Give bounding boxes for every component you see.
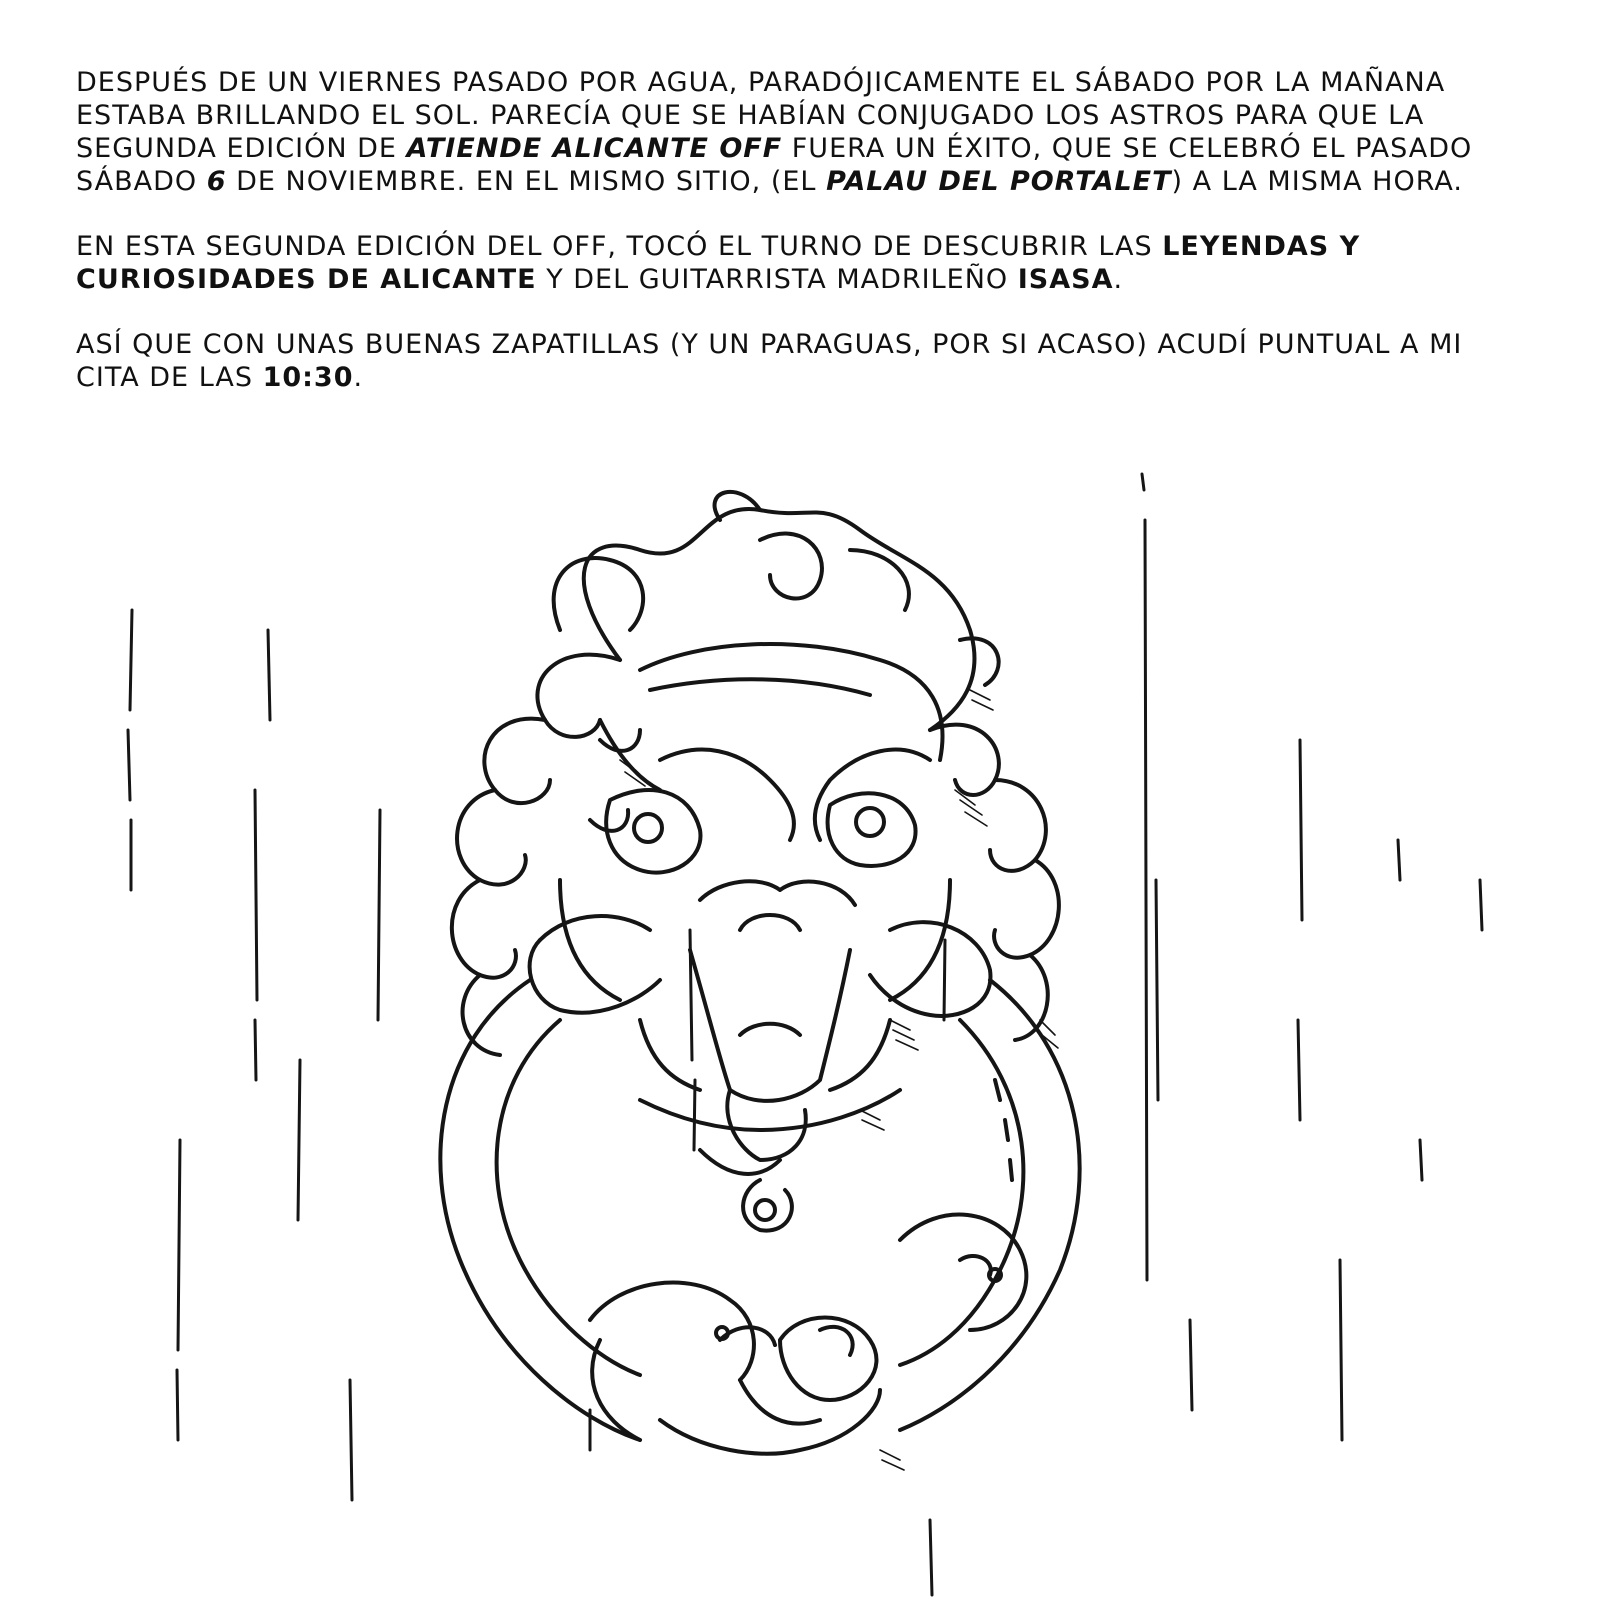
date-day: 6 xyxy=(206,166,227,197)
bottom-ornament xyxy=(590,1215,1026,1454)
text-run: ) A LA MISMA HORA. xyxy=(1171,166,1463,197)
artist-name: ISASA xyxy=(1017,264,1114,295)
text-run: Y DEL GUITARRISTA MADRILEÑO xyxy=(536,264,1018,295)
knocker-ring xyxy=(440,980,1079,1440)
event-name: ATIENDE ALICANTE OFF xyxy=(406,133,783,164)
article-text xyxy=(76,66,1526,426)
paragraph-2 xyxy=(76,230,1526,296)
text-run: DESPUÉS DE UN VIERNES PASADO POR AGUA, PARADÓJICAMENTE EL SÁBADO POR LA MAÑANA ESTABA BRILLANDO EL SOL. PARECÍA QUE SE HABÍAN CONJUGADO LOS ASTROS PARA QUE LA SEGUNDA EDICIÓN DE xyxy=(76,67,1446,164)
text-run: DE NOVIEMBRE. EN EL MISMO SITIO, (EL xyxy=(226,166,827,197)
text-run: FUERA UN ÉXITO, QUE SE CELEBRÓ EL PASADO SÁBADO xyxy=(76,133,1473,197)
meeting-time: 10:30 xyxy=(262,362,354,393)
mane-curls xyxy=(452,492,1059,1055)
lion-muzzle xyxy=(530,916,991,1230)
paragraph-1 xyxy=(76,66,1526,198)
text-run: ASÍ QUE CON UNAS BUENAS ZAPATILLAS (Y UN PARAGUAS, POR SI ACASO) ACUDÍ PUNTUAL A MI CITA DE LAS xyxy=(76,329,1463,393)
paragraph-3 xyxy=(76,328,1526,394)
topic-name: LEYENDAS Y CURIOSIDADES DE ALICANTE xyxy=(76,231,1361,295)
text-run: . xyxy=(353,362,364,393)
venue-name: PALAU DEL PORTALET xyxy=(826,166,1172,197)
lion-knocker-drawing xyxy=(0,460,1600,1600)
lion-face xyxy=(560,644,950,1000)
door-grain-lines xyxy=(128,474,1482,1595)
shading-hatches xyxy=(620,690,1058,1470)
door-knocker-illustration xyxy=(0,460,1600,1600)
text-run: . xyxy=(1113,264,1124,295)
text-run: EN ESTA SEGUNDA EDICIÓN DEL OFF, TOCÓ EL TURNO DE DESCUBRIR LAS xyxy=(76,231,1163,262)
